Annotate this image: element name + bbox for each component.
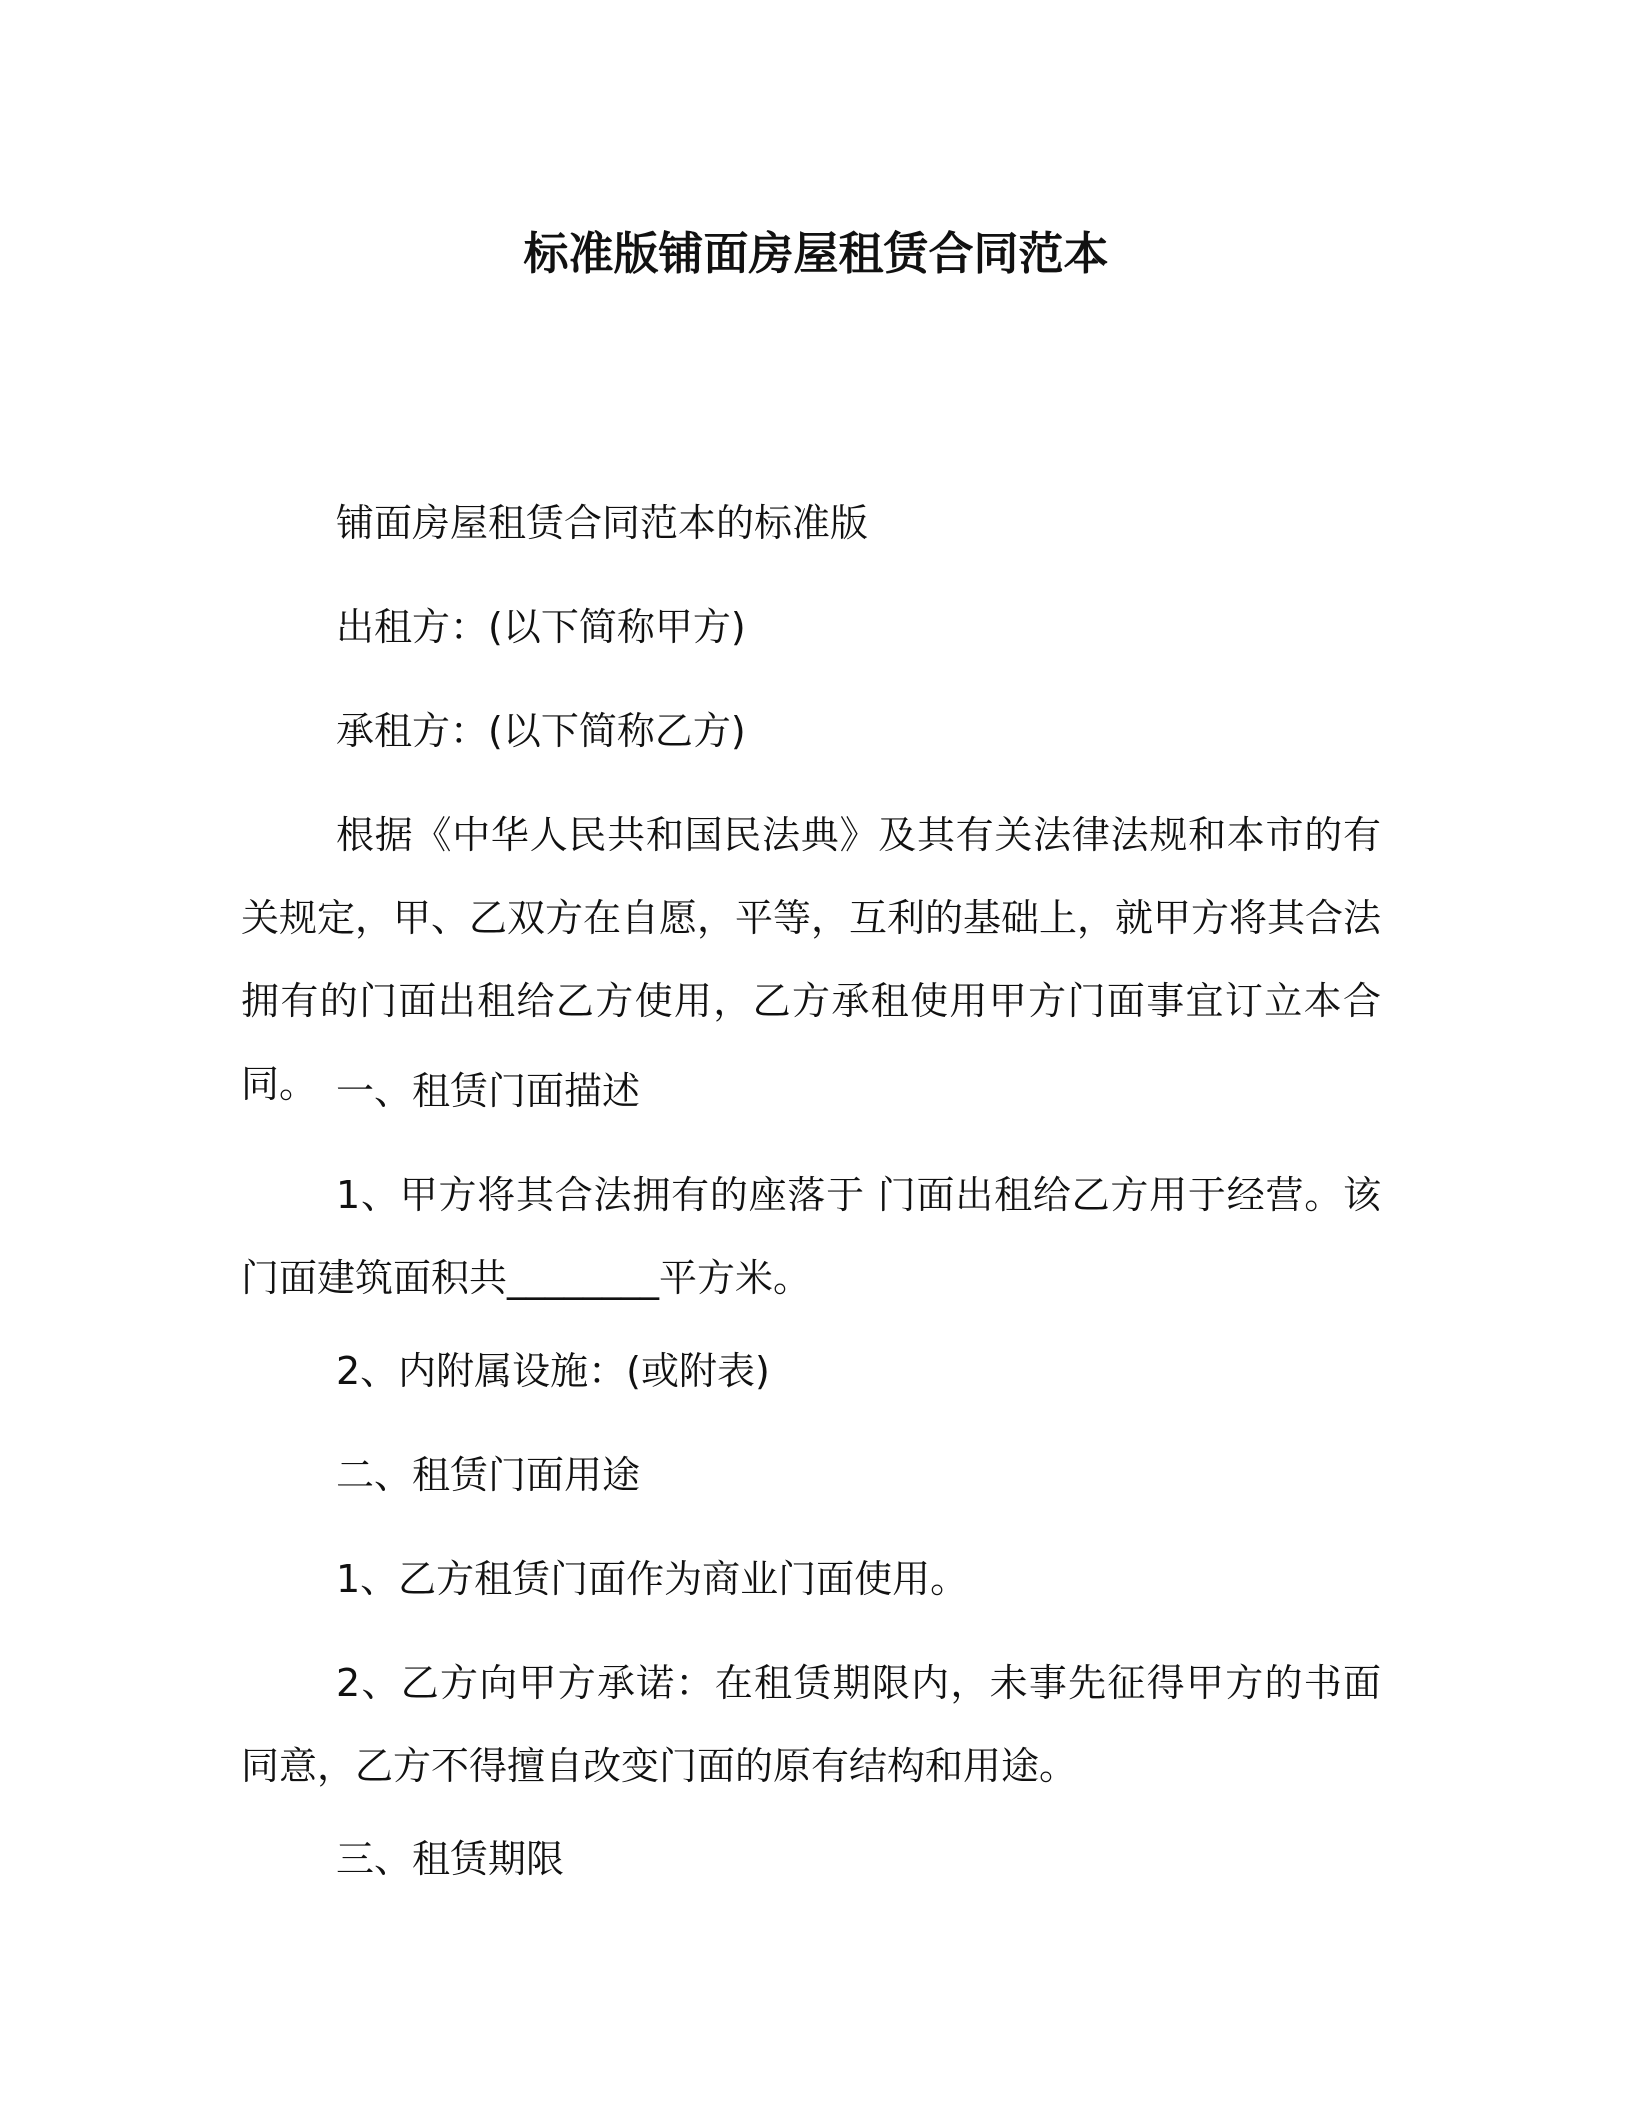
paragraph-preamble: 根据《中华人民共和国民法典》及其有关法律法规和本市的有关规定，甲、乙双方在自愿，平等，互利的基础上，就甲方将其合法拥有的门面出租给乙方使用，乙方承租使用甲方门面事宜订立本合同。 — [241, 813, 1382, 1106]
paragraph-2-2: 2、乙方向甲方承诺：在租赁期限内，未事先征得甲方的书面同意，乙方不得擅自改变门面的原有结构和用途。 — [241, 1661, 1381, 1788]
paragraph-lessee: 承租方：(以下简称乙方) — [336, 709, 746, 753]
paragraph-2-1: 1、乙方租赁门面作为商业门面使用。 — [336, 1557, 969, 1601]
paragraph-1-2: 2、内附属设施：(或附表) — [336, 1349, 770, 1393]
section-heading-1: 一、租赁门面描述 — [336, 1069, 641, 1113]
document-title: 标准版铺面房屋租赁合同范本 — [523, 227, 1109, 280]
paragraph-subtitle: 铺面房屋租赁合同范本的标准版 — [336, 501, 869, 545]
section-heading-3: 三、租赁期限 — [336, 1837, 565, 1881]
paragraph-lessor: 出租方：(以下简称甲方) — [336, 605, 746, 649]
section-heading-2: 二、租赁门面用途 — [336, 1453, 641, 1497]
paragraph-1-1: 1、甲方将其合法拥有的座落于 门面出租给乙方用于经营。该门面建筑面积共________平方米。 — [241, 1173, 1381, 1300]
